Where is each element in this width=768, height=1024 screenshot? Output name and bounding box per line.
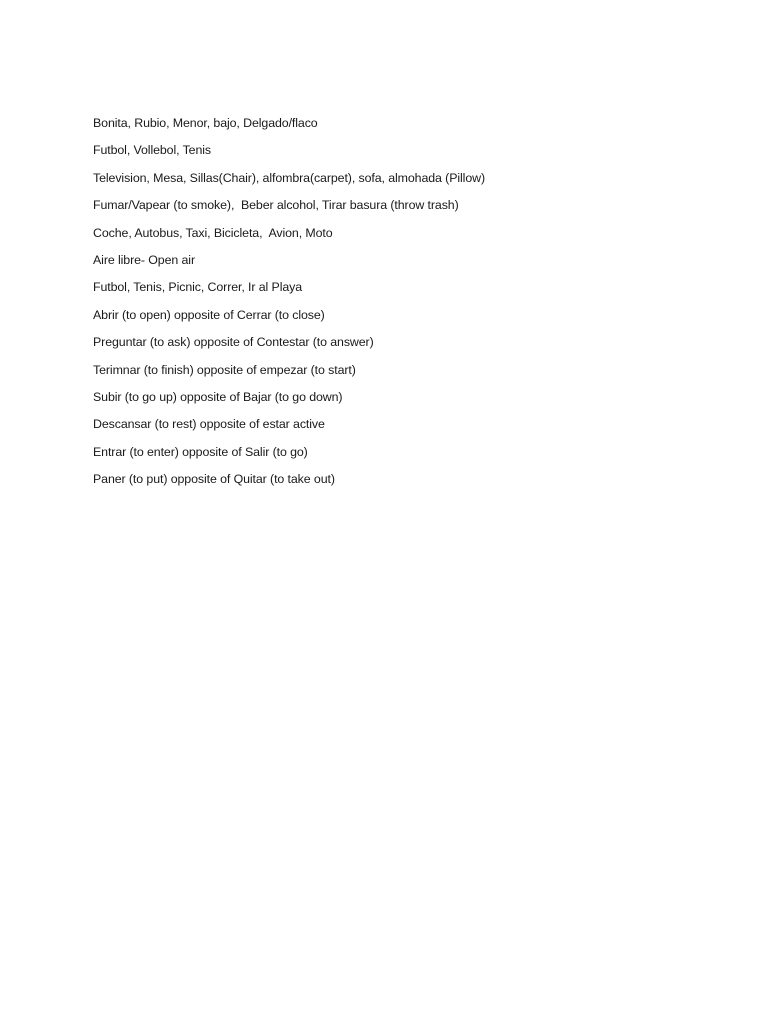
text-line-6: Aire libre- Open air	[93, 252, 195, 267]
text-line-13: Entrar (to enter) opposite of Salir (to go)	[93, 444, 308, 459]
text-line-3: Television, Mesa, Sillas(Chair), alfombra(carpet), sofa, almohada (Pillow)	[93, 170, 485, 185]
text-line-4: Fumar/Vapear (to smoke), Beber alcohol, Tirar basura (throw trash)	[93, 198, 459, 213]
text-line-2: Futbol, Vollebol, Tenis	[93, 143, 212, 158]
text-line-7: Futbol, Tenis, Picnic, Correr, Ir al Playa	[93, 280, 303, 295]
vocabulary-list	[93, 114, 733, 497]
text-line-12: Descansar (to rest) opposite of estar active	[93, 417, 325, 432]
text-line-1: Bonita, Rubio, Menor, bajo, Delgado/flaco	[93, 116, 318, 130]
text-line-14: Paner (to put) opposite of Quitar (to take out)	[93, 472, 335, 487]
text-line-11: Subir (to go up) opposite of Bajar (to go down)	[93, 389, 343, 404]
text-line-10: Terimnar (to finish) opposite of empezar (to start)	[93, 362, 356, 377]
text-line-5: Coche, Autobus, Taxi, Bicicleta, Avion, Moto	[93, 225, 333, 240]
text-line-8: Abrir (to open) opposite of Cerrar (to close)	[93, 307, 325, 322]
text-line-9: Preguntar (to ask) opposite of Contestar (to answer)	[93, 335, 374, 350]
